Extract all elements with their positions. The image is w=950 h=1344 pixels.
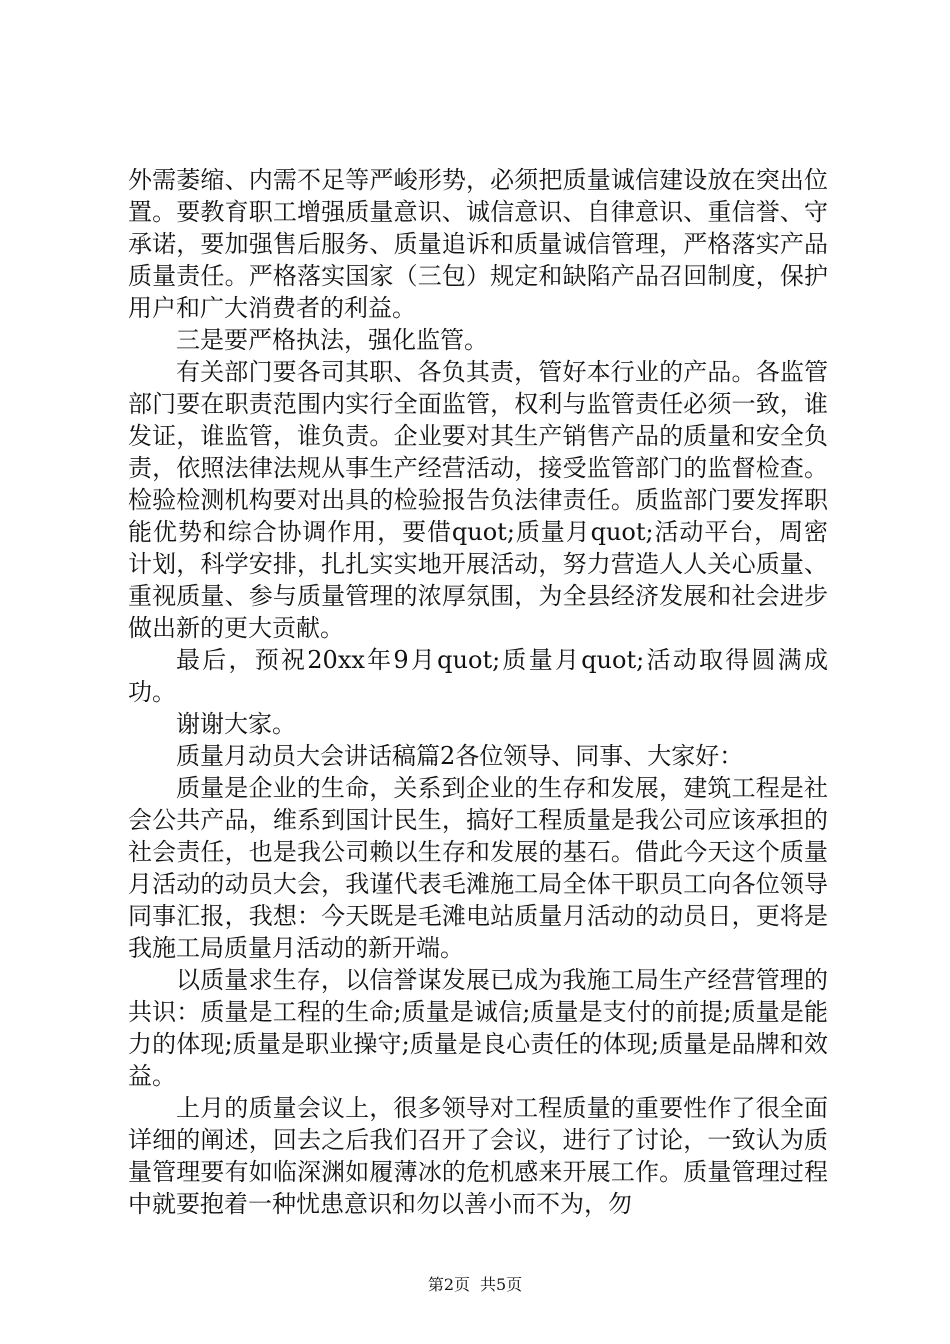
paragraph-3: 有关部门要各司其职、各负其责，管好本行业的产品。各监管部门要在职责范围内实行全面监管，权利与监管责任必须一致，谁发证，谁监管，谁负责。企业要对其生产销售产品的质量和安全负责，依照法律法规从事生产经营活动，接受监管部门的监督检查。检验检测机构要对出具的检验报告负法律责任。质监部门要发挥职能优势和综合协调作用，要借quot;质量月quot;活动平台，周密计划，科学安排，扎扎实实地开展活动，努力营造人人关心质量、重视质量、参与质量管理的浓厚氛围，为全县经济发展和社会进步做出新的更大贡献。 xyxy=(128,358,828,642)
paragraph-5: 谢谢大家。 xyxy=(176,710,296,738)
page-number: 第2页 xyxy=(427,1275,470,1294)
paragraph-4: 最后，预祝20xx年9月quot;质量月quot;活动取得圆满成功。 xyxy=(128,646,828,706)
paragraph-1: 外需萎缩、内需不足等严峻形势，必须把质量诚信建设放在突出位置。要教育职工增强质量意识、诚信意识、自律意识、重信誉、守承诺，要加强售后服务、质量追诉和质量诚信管理，严格落实产品质量责任。严格落实国家（三包）规定和缺陷产品召回制度，保护用户和广大消费者的利益。 xyxy=(128,166,828,322)
paragraph-6: 质量月动员大会讲话稿篇2各位领导、同事、大家好： xyxy=(176,742,744,770)
paragraph-2: 三是要严格执法，强化监管。 xyxy=(176,326,488,354)
document-body xyxy=(128,164,828,1220)
paragraph-9: 上月的质量会议上，很多领导对工程质量的重要性作了很全面详细的阐述，回去之后我们召开了会议，进行了讨论，一致认为质量管理要有如临深渊如履薄冰的危机感来开展工作。质量管理过程中就要抱着一种忧患意识和勿以善小而不为，勿 xyxy=(128,1094,828,1218)
paragraph-7: 质量是企业的生命，关系到企业的生存和发展，建筑工程是社会公共产品，维系到国计民生，搞好工程质量是我公司应该承担的社会责任，也是我公司赖以生存和发展的基石。借此今天这个质量月活动的动员大会，我谨代表毛滩施工局全体干职员工向各位领导同事汇报，我想：今天既是毛滩电站质量月活动的动员日，更将是我施工局质量月活动的新开端。 xyxy=(128,774,828,962)
paragraph-8: 以质量求生存，以信誉谋发展已成为我施工局生产经营管理的共识：质量是工程的生命;质量是诚信;质量是支付的前提;质量是能力的体现;质量是职业操守;质量是良心责任的体现;质量是品牌和效益。 xyxy=(128,966,828,1090)
page-footer xyxy=(0,1272,950,1295)
page-total: 共5页 xyxy=(480,1275,523,1294)
